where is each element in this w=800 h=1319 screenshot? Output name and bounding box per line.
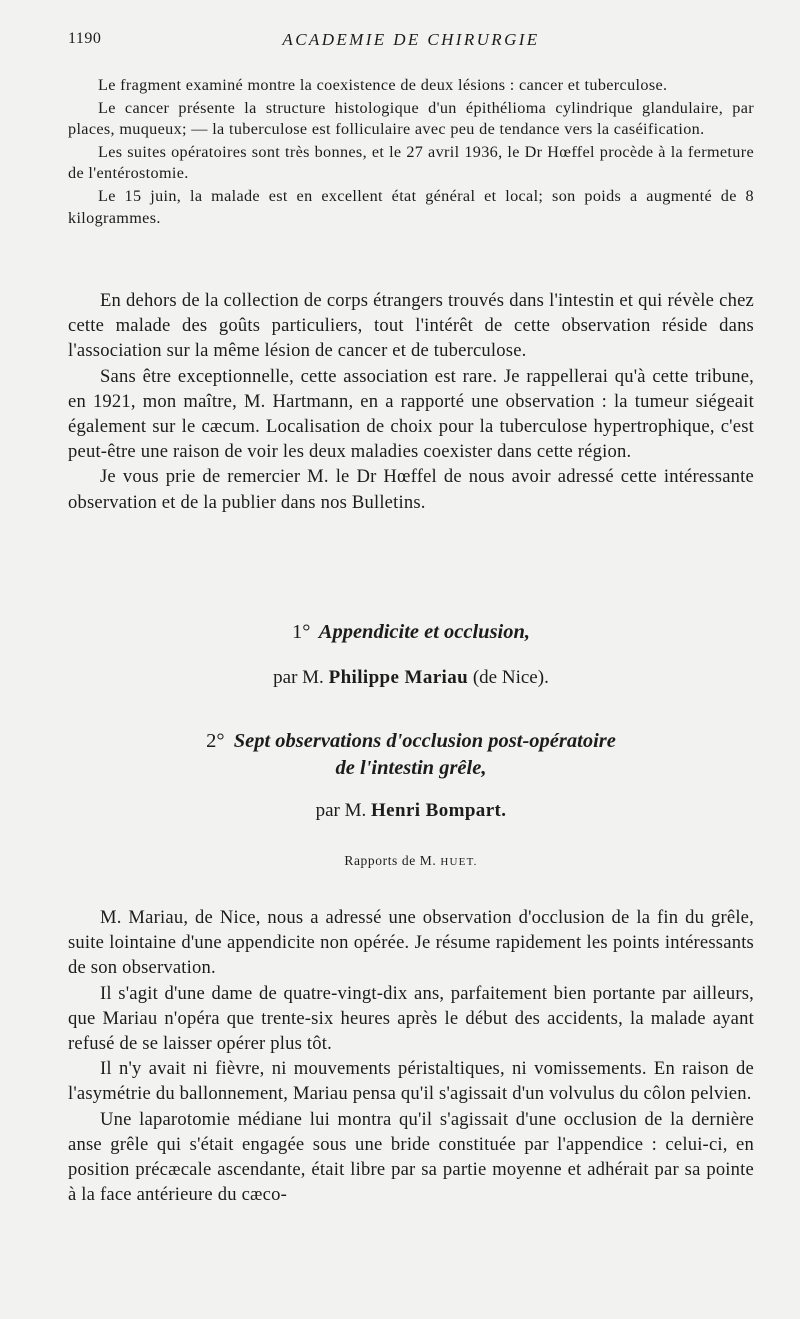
page-header [68, 30, 754, 54]
byline-prefix: par M. [273, 667, 324, 688]
paragraph: M. Mariau, de Nice, nous a adressé une observation d'occlusion de la fin du grêle, suite lointaine d'une appendicite non opérée. Je résume rapidement les points intéressants de son observation. [68, 907, 754, 979]
article-title-1 [68, 619, 754, 646]
page-number: 1190 [68, 30, 102, 47]
article-title-text: Appendicite et occlusion, [318, 621, 531, 643]
paragraph: Sans être exceptionnelle, cette association est rare. Je rappellerai qu'à cette tribune, en 1921, mon maître, M. Hartmann, en a rapporté une observation : la tumeur siégeait également sur le cæcum. Localisation de choix pour la tuberculose hypertrophique, c'est peut-être une raison de voir les deux maladies coexister dans cette région. [68, 365, 754, 463]
paragraph: Le fragment examiné montre la coexistence de deux lésions : cancer et tuberculose. [98, 76, 668, 94]
article-title-text-line2: de l'intestin grêle, [335, 757, 487, 779]
reporter-name: HUET. [440, 856, 478, 868]
paragraph: En dehors de la collection de corps étrangers trouvés dans l'intestin et qui révèle chez cette malade des goûts particuliers, tout l'intérêt de cette observation réside dans l'association sur la même lésion de cancer et de tuberculose. [68, 290, 754, 362]
article-title-text: Sept observations d'occlusion post-opératoire [233, 730, 616, 752]
article-number: 1° [291, 621, 311, 643]
article-number: 2° [206, 730, 225, 752]
reporter-prefix: Rapports de M. [344, 853, 437, 868]
paragraph: Je vous prie de remercier M. le Dr Hœffel de nous avoir adressé cette intéressante observation et de la publier dans nos Bulletins. [68, 466, 754, 513]
byline-prefix: par M. [315, 800, 367, 821]
case-report-conclusion [68, 75, 754, 230]
paragraph: Il n'y avait ni fièvre, ni mouvements péristaltiques, ni vomissements. En raison de l'asymétrie du ballonnement, Mariau pensa qu'il s'agissait d'un volvulus du côlon pelvien. [68, 1058, 754, 1105]
report-body [68, 905, 754, 1207]
article-byline-1 [68, 667, 754, 689]
discussion-section [68, 288, 754, 515]
paragraph: Une laparotomie médiane lui montra qu'il s'agissait d'une occlusion de la dernière anse grêle qui s'était engagée sous une bride constituée par l'appendice : celui-ci, en position précæcale ascendante, était libre par sa partie moyenne et adhérait par sa pointe à la face antérieure du cæco- [68, 1108, 754, 1206]
running-title: ACADEMIE DE CHIRURGIE [282, 30, 540, 49]
paragraph: Le 15 juin, la malade est en excellent état général et local; son poids a augmenté de 8 kilogrammes. [68, 186, 754, 227]
author-name: Henri Bompart. [370, 800, 507, 821]
paragraph: Les suites opératoires sont très bonnes, et le 27 avril 1936, le Dr Hœffel procède à la fermeture de l'entérostomie. [68, 142, 754, 183]
author-affiliation: (de Nice). [472, 667, 549, 688]
paragraph: Il s'agit d'une dame de quatre-vingt-dix ans, parfaitement bien portante par ailleurs, que Mariau n'opéra que trente-six heures après le début des accidents, la malade ayant refusé de se laisser opérer plus tôt. [68, 982, 754, 1055]
reporter-line [68, 853, 754, 869]
article-byline-2 [68, 800, 754, 822]
paragraph: Le cancer présente la structure histologique d'un épithélioma cylindrique glandulaire, par places, muqueux; — la tuberculose est folliculaire avec peu de tendance vers la caséification. [68, 98, 754, 139]
article-title-2 [68, 728, 754, 782]
author-name: Philippe Mariau [328, 667, 469, 688]
